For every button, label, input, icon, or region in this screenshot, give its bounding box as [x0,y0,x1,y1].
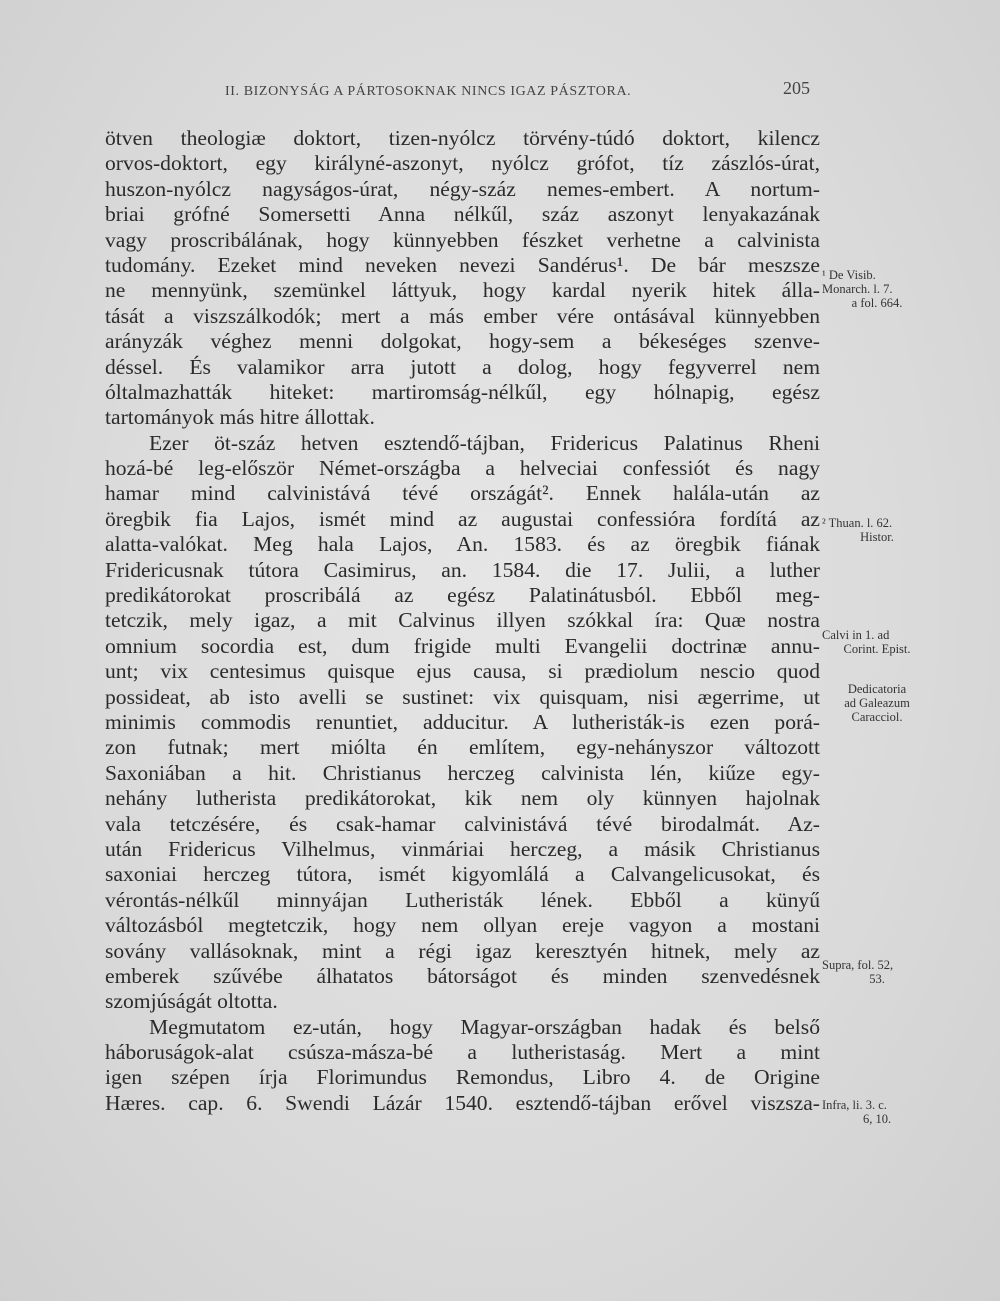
text-line: óltalmazhatták hiteket: martiromság-nélkűl, egy hólnapig, egész [105,379,820,404]
text-line: változásból megtetczik, hogy nem ollyan ereje vagyon a mostani [105,913,820,938]
text-line: saxoniai herczeg tútora, ismét kigyomlálá a Calvangelicusokat, és [105,862,820,887]
text-line: arányzák véghez menni dolgokat, hogy-sem a békeséges szenve- [105,329,820,354]
margin-note [822,268,932,310]
text-line: déssel. És valamikor arra jutott a dolog, hogy fegyverrel nem [105,354,820,379]
text-line: Fridericusnak tútora Casimirus, an. 1584. die 17. Julii, a luther [105,557,820,582]
margin-note-line: Histor. [860,530,894,544]
text-line: után Fridericus Vilhelmus, vinmáriai herczeg, a másik Christianus [105,836,820,861]
text-line: igen szépen írja Florimundus Remondus, Libro 4. de Origine [105,1065,820,1090]
text-line: orvos-doktort, egy királyné-aszonyt, nyólcz grófot, tíz zászlós-úrat, [105,151,820,176]
text-line: alatta-valókat. Meg hala Lajos, An. 1583. és az öregbik fiának [105,532,820,557]
text-line: tudomány. Ezeket mind neveken nevezi Sandérus¹. De bár meszsze [105,252,820,277]
text-line: szomjúságát oltotta. [105,989,278,1014]
margin-note-line: Caracciol. [851,710,903,724]
text-line: emberek szűvébe álhatatos bátorságot és minden szenvedésnek [105,963,820,988]
margin-note-line: Dedicatoria [847,682,907,696]
text-line: hozá-bé leg-először Német-országba a helveciai confessiót és nagy [105,456,820,481]
text-line: predikátorokat proscribálá az egész Palatinátusból. Ebből meg- [105,583,820,608]
text-line: Saxoniában a hit. Christianus herczeg calvinista lén, kiűze egy- [105,760,820,785]
paragraph-start-line: Ezer öt-száz hetven esztendő-tájban, Fridericus Palatinus Rheni [149,430,820,455]
margin-note-line: 53. [869,972,885,986]
text-line: háboruságok-alat csúsza-másza-bé a lutheristaság. Mert a mint [105,1040,820,1065]
margin-note-line: Infra, li. 3. c. [822,1098,887,1112]
margin-note-line: 6, 10. [862,1112,892,1126]
text-line: ötven theologiæ doktort, tizen-nyólcz törvény-túdó doktort, kilencz [105,126,820,150]
text-line: sovány vallásoknak, mint a régi igaz keresztyén hitnek, mely az [105,938,820,963]
margin-note-line: Monarch. l. 7. [822,282,893,296]
running-title: II. BIZONYSÁG A PÁRTOSOKNAK NINCS IGAZ PÁSZTORA. [225,84,632,99]
text-line: vagy proscribálának, hogy künnyebben fészket verhetne a calvinista [105,227,820,252]
page-number: 205 [783,78,810,98]
margin-note [822,516,932,544]
margin-note [822,682,932,724]
text-line: vérontás-nélkűl minnyájan Lutheristák lének. Ebből a künyű [105,887,820,912]
text-line: Hæres. cap. 6. Swendi Lázár 1540. esztendő-tájban erővel viszsza- [105,1090,820,1115]
text-line: tását a viszszálkodók; mert a más ember vére ontásával künnyebben [105,303,820,328]
text-line: huszon-nyólcz nagyságos-úrat, négy-száz nemes-embert. A nortum- [105,176,820,201]
text-line: nehány lutherista predikátorokat, kik nem oly künnyen hajolnak [105,786,820,811]
margin-note [822,628,932,656]
text-line: öregbik fia Lajos, ismét mind az augustai confessióra fordítá az [105,506,820,531]
text-line: minimis commodis renuntiet, adducitur. A lutheristák-is ezen porá- [105,709,820,734]
margin-note-line: Supra, fol. 52, [822,958,894,972]
margin-note-line: Corint. Epist. [843,642,911,656]
margin-note-line: ² Thuan. l. 62. [822,516,893,530]
text-line: omnium socordia est, dum frigide multi Evangelii doctrinæ annu- [105,633,820,658]
text-line: vala tetczésére, és csak-hamar calvinistává tévé birodalmát. Az- [105,811,820,836]
text-line: zon futnak; mert miólta én említem, egy-nehányszor változott [105,735,820,760]
text-line: possideat, ab isto avelli se sustinet: vix quisquam, nisi ægerrime, ut [105,684,820,709]
text-line: ne mennyünk, szemünkel láttyuk, hogy kardal nyerik hitek álla- [105,278,820,303]
margin-note-line: Calvi in 1. ad [822,628,890,642]
margin-note [822,958,932,986]
paragraph-start-line: Megmutatom ez-után, hogy Magyar-országban hadak és belső [149,1014,820,1039]
margin-note-line: a fol. 664. [851,296,903,310]
text-line: tartományok más hitre állottak. [105,405,375,430]
margin-note-line: ¹ De Visib. [822,268,876,282]
margin-note [822,1098,932,1126]
text-line: hamar mind calvinistává tévé országát². Ennek halála-után az [105,481,820,506]
text-line: briai grófné Somersetti Anna nélkűl, száz aszonyt lenyakazának [105,202,820,227]
margin-note-line: ad Galeazum [844,696,910,710]
main-text [105,126,820,1116]
page-header [225,78,810,106]
text-line: unt; vix centesimus quisque ejus causa, si prædiolum nescio quod [105,659,820,684]
text-line: tetczik, mely igaz, a mit Calvinus illyen szókkal íra: Quæ nostra [105,608,820,633]
